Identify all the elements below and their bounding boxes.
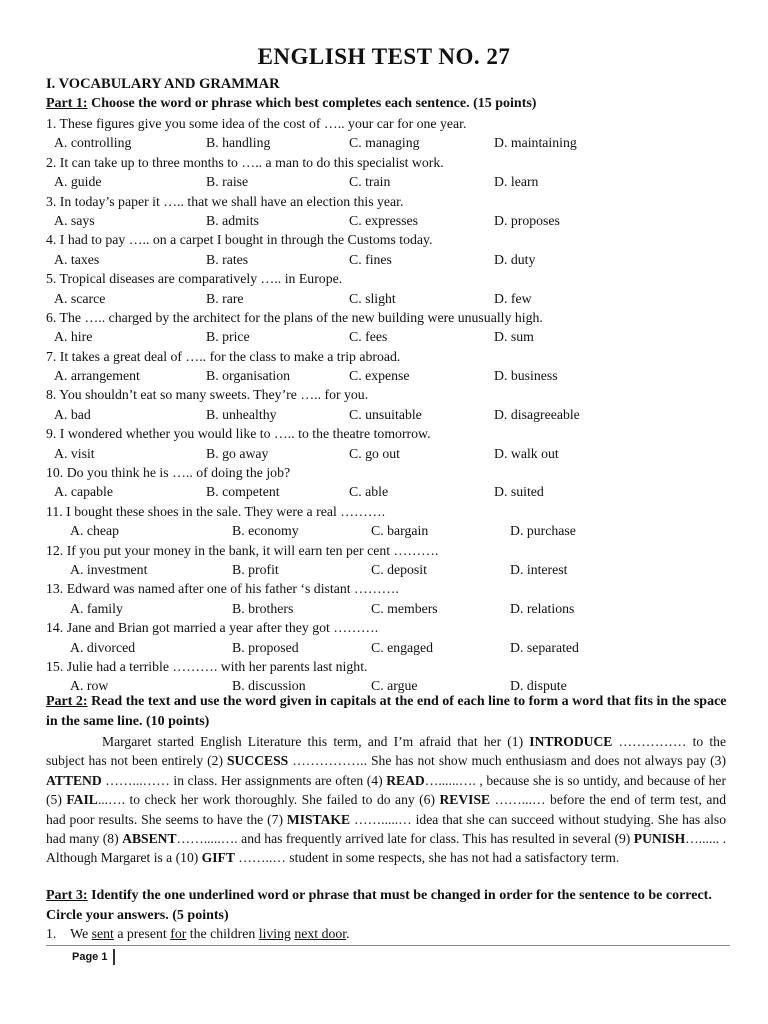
question-options xyxy=(46,211,736,230)
question-stem: 11. I bought these shoes in the sale. They were a real ………. xyxy=(46,503,386,519)
part3-heading xyxy=(46,886,732,925)
question-stem: 9. I wondered whether you would like to ….. to the theatre tomorrow. xyxy=(46,426,431,442)
answer-option[interactable]: D. learn xyxy=(494,174,539,190)
question-options xyxy=(46,405,736,424)
answer-option[interactable]: D. interest xyxy=(510,561,568,577)
answer-option[interactable]: D. proposes xyxy=(494,212,560,228)
answer-option[interactable]: A. guide xyxy=(54,174,102,190)
part3-instruction: Identify the one underlined word or phrase that must be changed in order for the sentence to be correct. Circle your answers. (5 points) xyxy=(46,888,712,923)
answer-option[interactable]: B. rare xyxy=(206,290,244,306)
passage-text: ……...…… in class. Her assignments are often (4) xyxy=(101,772,387,788)
keyword-capitals: GIFT xyxy=(201,850,235,866)
answer-option[interactable]: C. expense xyxy=(349,368,410,384)
answer-option[interactable]: B. competent xyxy=(206,484,280,500)
passage-text: ……...… before the end of term test, and had poor results. She seems to have the (7) xyxy=(46,792,727,827)
part2-instruction: Read the text and use the word given in capitals at the end of each line to form a word that fits in the space in the same line. (10 points) xyxy=(46,694,727,729)
page-title: ENGLISH TEST NO. 27 xyxy=(257,44,511,69)
answer-option[interactable]: C. argue xyxy=(371,678,418,694)
answer-option[interactable]: B. rates xyxy=(206,251,249,267)
passage-text: ……..… student in some respects, she has not had a satisfactory term. xyxy=(234,850,620,866)
answer-option[interactable]: B. profit xyxy=(232,561,279,577)
answer-option[interactable]: B. go away xyxy=(206,445,269,461)
underlined-option: sent xyxy=(91,926,114,941)
answer-option[interactable]: C. go out xyxy=(349,445,400,461)
answer-option[interactable]: C. unsuitable xyxy=(349,406,422,422)
question-options xyxy=(46,521,736,540)
answer-option[interactable]: B. discussion xyxy=(232,678,306,694)
question-stem: 14. Jane and Brian got married a year after they got ………. xyxy=(46,620,379,636)
question-stem: 1. These figures give you some idea of the cost of ….. your car for one year. xyxy=(46,116,467,131)
keyword-capitals: MISTAKE xyxy=(286,811,351,827)
answer-option[interactable]: D. sum xyxy=(494,329,534,345)
passage-text: …......…. , because she is so untidy, and because of her (5) xyxy=(46,772,726,808)
page-footer xyxy=(72,948,115,966)
question-stem: 10. Do you think he is ….. of doing the job? xyxy=(46,465,291,481)
answer-option[interactable]: D. few xyxy=(494,290,532,306)
item-number: 1. xyxy=(46,926,57,941)
keyword-capitals: REVISE xyxy=(439,792,491,808)
answer-option[interactable]: B. raise xyxy=(206,174,249,190)
answer-option[interactable]: C. slight xyxy=(349,290,396,306)
passage-text: ...…. to check her work thoroughly. She failed to do any (6) xyxy=(97,792,440,808)
question-stem: 15. Julie had a terrible ………. with her parents last night. xyxy=(46,658,368,674)
answer-option[interactable]: A. visit xyxy=(54,445,95,461)
item-text: We xyxy=(70,926,92,941)
part2-heading xyxy=(46,692,732,731)
passage-text: …………….. She has not show much enthusiasm and does not always pay (3) xyxy=(288,753,726,769)
answer-option[interactable]: C. deposit xyxy=(371,561,427,577)
passage-text: …………… to the subject has not been entirely (2) xyxy=(46,734,726,769)
keyword-capitals: READ xyxy=(386,772,425,788)
answer-option[interactable]: C. managing xyxy=(349,135,420,151)
keyword-capitals: INTRODUCE xyxy=(529,734,613,749)
question-stem: 4. I had to pay ….. on a carpet I bought in through the Customs today. xyxy=(46,232,433,248)
answer-option[interactable]: A. says xyxy=(54,212,95,228)
part1-heading xyxy=(46,94,536,114)
answer-option[interactable]: B. price xyxy=(206,329,250,345)
question-stem: 5. Tropical diseases are comparatively ….. in Europe. xyxy=(46,271,343,287)
answer-option[interactable]: A. taxes xyxy=(54,251,100,267)
answer-option[interactable]: C. expresses xyxy=(349,212,418,228)
question-options xyxy=(46,289,736,308)
answer-option[interactable]: C. fines xyxy=(349,251,392,267)
answer-option[interactable]: D. duty xyxy=(494,251,536,267)
footer-separator xyxy=(113,949,115,965)
answer-option[interactable]: A. controlling xyxy=(54,135,132,151)
question-options xyxy=(46,482,736,501)
question-stem: 7. It takes a great deal of ….. for the class to make a trip abroad. xyxy=(46,348,401,364)
item-text: a present xyxy=(113,926,171,941)
answer-option[interactable]: C. engaged xyxy=(371,639,434,655)
answer-option[interactable]: A. family xyxy=(70,600,123,616)
answer-option[interactable]: D. relations xyxy=(510,600,575,616)
question-options xyxy=(46,599,736,618)
keyword-capitals: ATTEND xyxy=(46,772,102,788)
question-options xyxy=(46,250,736,269)
question-options xyxy=(46,133,736,152)
question-options xyxy=(46,444,736,463)
answer-option[interactable]: A. hire xyxy=(54,329,93,345)
answer-option[interactable]: A. capable xyxy=(54,484,113,500)
passage-text: …….....… idea that she can succeed without studying. She has also had many (8) xyxy=(46,811,726,847)
answer-option[interactable]: B. handling xyxy=(206,135,271,151)
question-options xyxy=(46,366,736,385)
answer-option[interactable]: A. arrangement xyxy=(54,368,140,384)
passage-text: Margaret started English Literature this term, and I’m afraid that her (1) xyxy=(102,734,530,749)
underlined-option: next door xyxy=(294,926,347,941)
answer-option[interactable]: C. train xyxy=(349,174,391,190)
answer-option[interactable]: C. bargain xyxy=(371,523,429,539)
question-stem: 2. It can take up to three months to ….. a man to do this specialist work. xyxy=(46,154,444,170)
answer-option[interactable]: B. economy xyxy=(232,523,299,539)
answer-option[interactable]: A. investment xyxy=(70,561,148,577)
question-stem: 3. In today’s paper it ….. that we shall have an election this year. xyxy=(46,193,404,209)
answer-option[interactable]: A. scarce xyxy=(54,290,106,306)
keyword-capitals: ABSENT xyxy=(122,831,177,847)
answer-option[interactable]: A. cheap xyxy=(70,523,120,539)
part3-item-1 xyxy=(46,926,350,942)
part1-instruction: Choose the word or phrase which best completes each sentence. (15 points) xyxy=(87,96,537,111)
question-options xyxy=(46,327,736,346)
passage-text: …...... . Although Margaret is a (10) xyxy=(46,831,727,866)
answer-option[interactable]: B. organisation xyxy=(206,368,291,384)
keyword-capitals: PUNISH xyxy=(633,831,686,847)
answer-option[interactable]: A. row xyxy=(70,678,109,694)
page-number: Page 1 xyxy=(72,951,108,963)
question-options xyxy=(46,638,736,657)
item-text: . xyxy=(346,926,350,941)
question-options xyxy=(46,560,736,579)
answer-option[interactable]: D. walk out xyxy=(494,445,559,461)
answer-option[interactable]: D. dispute xyxy=(510,678,567,694)
answer-option[interactable]: B. unhealthy xyxy=(206,406,277,422)
answer-option[interactable]: D. purchase xyxy=(510,523,576,539)
part3-label: Part 3: xyxy=(46,888,88,903)
answer-option[interactable]: A. bad xyxy=(54,406,91,422)
answer-option[interactable]: C. fees xyxy=(349,329,388,345)
answer-option[interactable]: B. admits xyxy=(206,212,259,228)
answer-option[interactable]: B. brothers xyxy=(232,600,294,616)
answer-option[interactable]: C. members xyxy=(371,600,438,616)
item-text: the children xyxy=(186,926,259,941)
question-stem: 12. If you put your money in the bank, it will earn ten per cent ………. xyxy=(46,542,439,558)
footer-divider xyxy=(46,945,730,946)
part2-passage xyxy=(46,732,726,868)
question-stem: 13. Edward was named after one of his father ‘s distant ………. xyxy=(46,581,399,597)
question-options xyxy=(46,172,736,191)
keyword-capitals: FAIL xyxy=(66,792,98,808)
section-heading: I. VOCABULARY AND GRAMMAR xyxy=(46,76,280,92)
answer-option[interactable]: A. divorced xyxy=(70,639,136,655)
underlined-option: living xyxy=(258,926,291,941)
part2-label: Part 2: xyxy=(46,694,88,709)
underlined-option: for xyxy=(170,926,187,941)
question-stem: 8. You shouldn’t eat so many sweets. They’re ….. for you. xyxy=(46,387,369,403)
answer-option[interactable]: D. suited xyxy=(494,484,544,500)
answer-option[interactable]: D. disagreeable xyxy=(494,406,580,422)
answer-option[interactable]: D. maintaining xyxy=(494,135,577,151)
keyword-capitals: SUCCESS xyxy=(227,753,289,769)
answer-option[interactable]: C. able xyxy=(349,484,389,500)
answer-option[interactable]: B. proposed xyxy=(232,639,299,655)
question-stem: 6. The ….. charged by the architect for the plans of the new building were unusually high. xyxy=(46,309,543,325)
answer-option[interactable]: D. business xyxy=(494,368,558,384)
answer-option[interactable]: D. separated xyxy=(510,639,579,655)
passage-text: …….....…. and has frequently arrived late for class. This has resulted in several (9) xyxy=(176,831,634,847)
part1-question-list xyxy=(46,114,736,696)
part1-label: Part 1: xyxy=(46,96,88,111)
